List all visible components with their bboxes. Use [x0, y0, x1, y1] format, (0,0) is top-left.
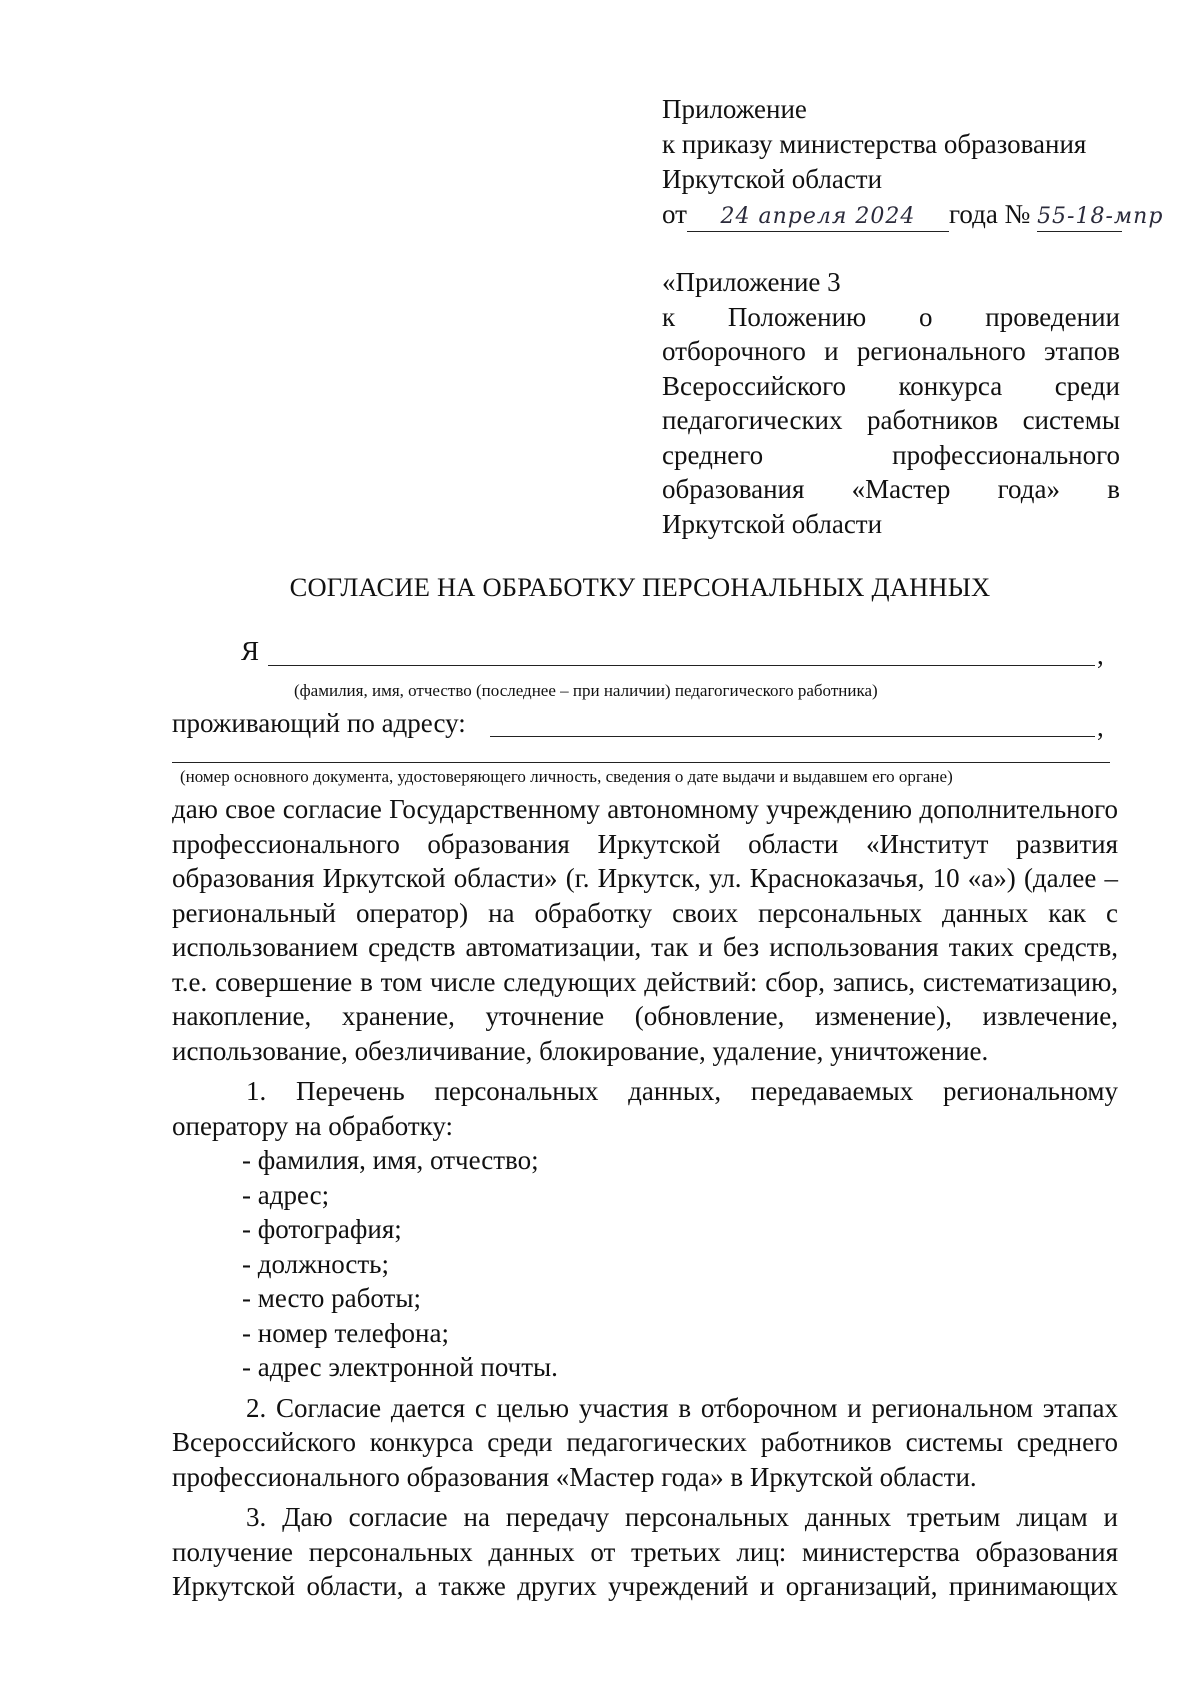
i-label: Я: [241, 636, 260, 666]
list-item: - фамилия, имя, отчество;: [242, 1145, 539, 1175]
appendix-3-text: к Положению о проведении отборочного и регионального этапов Всероссийского конкурса среди педагогических работников системы среднего профессионального образования «Мастер года» в Иркутской области: [662, 301, 1120, 539]
document-caption: (номер основного документа, удостоверяющего личность, сведения о дате выдачи и выдавшем его органе): [180, 767, 953, 786]
name-blank-line[interactable]: [268, 637, 1095, 666]
personal-data-list: [172, 1143, 1118, 1385]
order-header: [662, 92, 1164, 232]
consent-paragraph: даю свое согласие Государственному автономному учреждению дополнительного профессионального образования Иркутской области «Институт развития образования Иркутской области» (г. Иркутск, ул. Красноказачья, 10 «а») (далее – региональный оператор) на обработку своих персональных данных как с использованием средств автоматизации, так и без использования таких средств, т.е. совершение в том числе следующих действий: сбор, запись, систематизацию, накопление, хранение, уточнение (обновление, изменение), извлечение, использование, обезличивание, блокирование, удаление, уничтожение.: [172, 794, 1118, 1066]
header-line-2: к приказу министерства образования: [662, 129, 1087, 159]
item-1-text: 1. Перечень персональных данных, передаваемых региональному оператору на обработку:: [172, 1076, 1118, 1141]
item-3-text: 3. Даю согласие на передачу персональных данных третьим лицам и получение персональных данных от третьих лиц: министерства образования Иркутской области, а также других учреждений и организаций, принимающих: [172, 1502, 1118, 1601]
address-blank-line[interactable]: [490, 708, 1095, 737]
list-item: - должность;: [242, 1248, 389, 1279]
document-blank-line[interactable]: [172, 734, 1110, 763]
handwritten-order-number: 55-18-мпр: [1037, 200, 1122, 232]
header-line-1: Приложение: [662, 94, 807, 124]
from-label: от: [662, 199, 687, 229]
list-item: - номер телефона;: [242, 1317, 449, 1348]
header-line-3: Иркутской области: [662, 164, 883, 194]
document-title: СОГЛАСИЕ НА ОБРАБОТКУ ПЕРСОНАЛЬНЫХ ДАННЫХ: [289, 572, 991, 602]
comma-1: ,: [1097, 640, 1104, 670]
list-item: - адрес;: [242, 1179, 330, 1210]
list-item: - место работы;: [242, 1283, 421, 1313]
address-label: проживающий по адресу:: [172, 708, 466, 738]
list-item: - адрес электронной почты.: [242, 1352, 558, 1382]
appendix-3-title: «Приложение 3: [662, 267, 841, 297]
order-date-line: [662, 197, 1164, 232]
year-number-label: года №: [948, 199, 1031, 229]
comma-2: ,: [1097, 712, 1104, 742]
consent-body: [172, 792, 1118, 1604]
list-item: - фотография;: [242, 1214, 402, 1244]
item-2-text: 2. Согласие дается с целью участия в отборочном и региональном этапах Всероссийского конкурса среди педагогических работников системы среднего профессионального образования «Мастер года» в Иркутской области.: [172, 1392, 1118, 1492]
handwritten-date: 24 апреля 2024: [687, 200, 949, 232]
appendix-3-header: [662, 265, 1120, 541]
name-caption: (фамилия, имя, отчество (последнее – при наличии) педагогического работника): [294, 681, 878, 700]
